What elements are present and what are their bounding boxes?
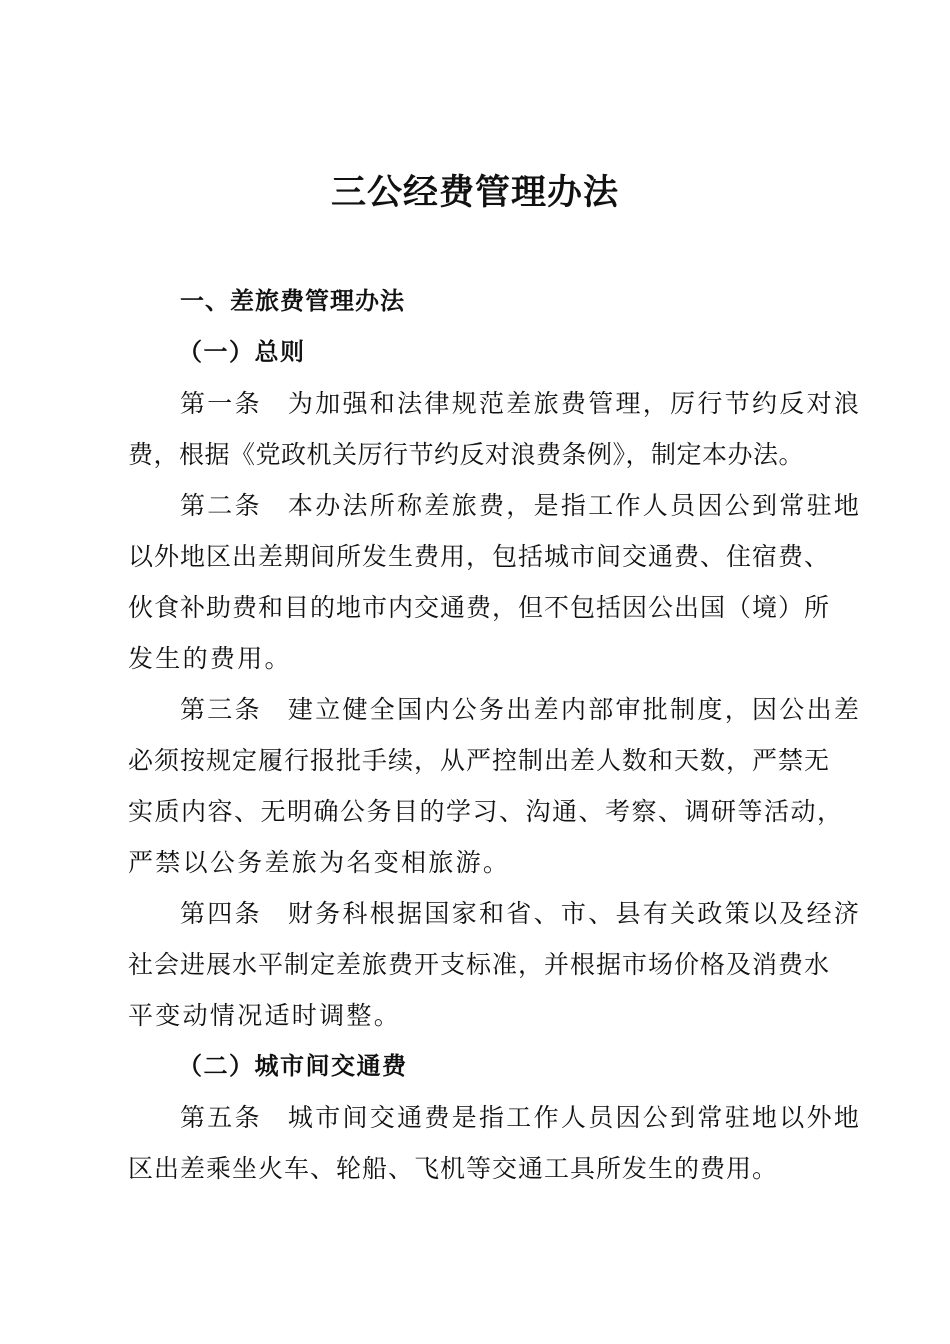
article-first-line (128, 888, 862, 939)
article-text: 建立健全国内公务出差内部审批制度，因公出差 (287, 695, 862, 724)
article-text: 本办法所称差旅费，是指工作人员因公到常驻地 (287, 491, 862, 520)
article-text-line: 发生的费用。 (128, 644, 292, 673)
article-5 (128, 1092, 862, 1194)
article-label: 第三条 (180, 695, 262, 724)
article-label: 第五条 (180, 1103, 262, 1132)
article-2 (128, 480, 862, 684)
article-4 (128, 888, 862, 1041)
article-label: 第四条 (180, 899, 262, 928)
article-text-line: 严禁以公务差旅为名变相旅游。 (128, 848, 511, 877)
article-text: 城市间交通费是指工作人员因公到常驻地以外地 (287, 1103, 862, 1132)
article-1 (128, 378, 862, 480)
article-text-line: 必须按规定履行报批手续，从严控制出差人数和天数，严禁无 (128, 746, 831, 775)
article-text-line: 平变动情况适时调整。 (128, 1001, 402, 1030)
article-label: 第一条 (180, 389, 262, 418)
subsection-heading: （二）城市间交通费 (178, 1052, 408, 1080)
subsection-heading: （一）总则 (178, 338, 306, 366)
article-text-line: 社会进展水平制定差旅费开支标准，并根据市场价格及消费水 (128, 950, 831, 979)
article-text: 为加强和法律规范差旅费管理，厉行节约反对浪 (287, 389, 862, 418)
article-text-line: 区出差乘坐火车、轮船、飞机等交通工具所发生的费用。 (128, 1154, 779, 1183)
article-3 (128, 684, 862, 888)
article-first-line (128, 1092, 862, 1143)
document-body (128, 276, 862, 1194)
article-first-line (128, 684, 862, 735)
article-text-line: 实质内容、无明确公务目的学习、沟通、考察、调研等活动， (128, 797, 844, 826)
article-label: 第二条 (180, 491, 262, 520)
article-first-line (128, 378, 862, 429)
article-text-line: 伙食补助费和目的地市内交通费，但不包括因公出国（境）所 (128, 593, 831, 622)
article-first-line (128, 480, 862, 531)
section-heading: 一、差旅费管理办法 (180, 287, 405, 315)
article-text-line: 以外地区出差期间所发生费用，包括城市间交通费、住宿费、 (128, 542, 831, 571)
article-text: 财务科根据国家和省、市、县有关政策以及经济 (287, 899, 862, 928)
article-text-line: 费，根据《党政机关厉行节约反对浪费条例》，制定本办法。 (128, 440, 805, 469)
document-title: 三公经费管理办法 (330, 172, 619, 213)
